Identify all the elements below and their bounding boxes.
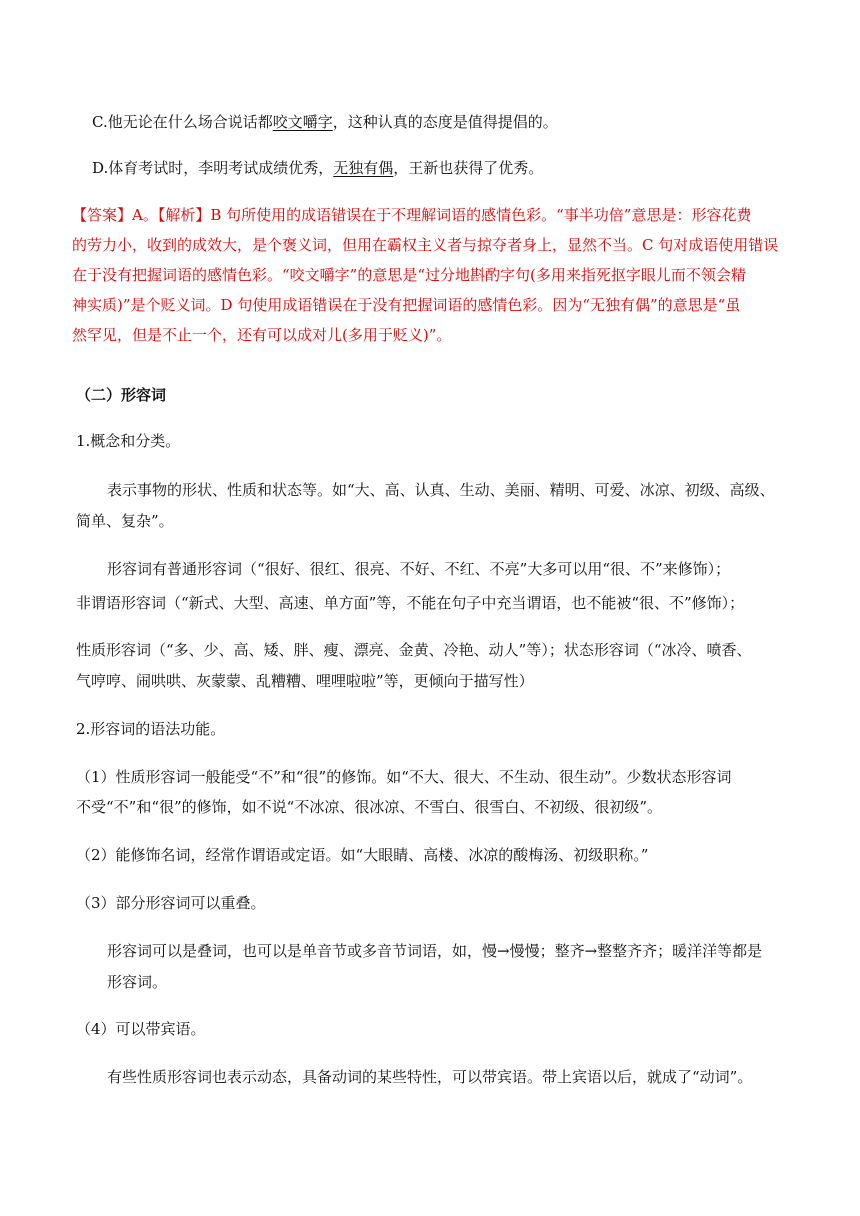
option-d-line [92,161,543,176]
function-3-body-line: 形容词可以是叠词，也可以是单音节或多音节词语，如，慢→慢慢；整齐→整整齐齐；暖洋洋等都是 [107,942,763,960]
option-d-prefix: D.体育考试时，李明考试成绩优秀， [92,159,334,177]
definition-line: 表示事物的形状、性质和状态等。如“大、高、认真、生动、美丽、精明、可爱、冰凉、初级、高级、 [107,481,775,499]
classification-line: 形容词有普通形容词（“很好、很红、很亮、不好、不红、不亮”大多可以用“很、不”来修饰）； [107,560,731,578]
option-c-prefix: C.他无论在什么场合说话都 [92,113,273,131]
function-2: （2）能修饰名词，经常作谓语或定语。如“大眼睛、高楼、冰凉的酸梅汤、初级职称。” [76,846,649,864]
function-3: （3）部分形容词可以重叠。 [76,894,266,912]
answer-line: 然罕见，但是不止一个，还有可以成对儿(多用于贬义)”。 [72,326,452,344]
item2-heading: 2.形容词的语法功能。 [76,720,226,738]
function-4: （4）可以带宾语。 [76,1020,206,1038]
classification-line: 气哼哼、闹哄哄、灰蒙蒙、乱糟糟、哩哩啦啦”等，更倾向于描写性） [76,672,534,690]
function-4-body: 有些性质形容词也表示动态，具备动词的某些特性，可以带宾语。带上宾语以后，就成了“动词”。 [107,1068,753,1086]
item1-heading: 1.概念和分类。 [76,432,181,450]
function-3-body-line: 形容词。 [107,973,168,991]
option-d-suffix: ，王新也获得了优秀。 [393,159,544,177]
section-title: （二）形容词 [76,386,167,404]
answer-line: 在于没有把握词语的感情色彩。“咬文嚼字”的意思是“过分地斟酌字句(多用来指死抠字眼儿而不领会精 [72,266,746,284]
function-1-line: 不受“不”和“很”的修饰，如不说“不冰凉、很冰凉、不雪白、很雪白、不初级、很初级”。 [76,798,663,816]
classification-line: 非谓语形容词（“新式、大型、高速、单方面”等，不能在句子中充当谓语，也不能被“很、不”修饰）； [76,594,745,612]
definition-line: 简单、复杂”。 [76,512,174,530]
function-1-line: （1）性质形容词一般能受“不”和“很”的修饰。如“不大、很大、不生动、很生动”。少数状态形容词 [76,768,732,786]
answer-line: 【答案】A。【解析】B 句所使用的成语错误在于不理解词语的感情色彩。“事半功倍”意思是：形容花费 [72,206,752,224]
option-c-line [92,115,558,130]
classification-line: 性质形容词（“多、少、高、矮、胖、瘦、漂亮、金黄、冷艳、动人”等）；状态形容词（“冰冷、喷香、 [76,641,752,659]
option-c-idiom: 咬文嚼字 [272,113,333,131]
answer-line: 的劳力小，收到的成效大，是个褒义词，但用在霸权主义者与掠夺者身上，显然不当。C 句对成语使用错误 [72,236,779,254]
answer-line: 神实质)”是个贬义词。D 句使用成语错误在于没有把握词语的感情色彩。因为“无独有偶”的意思是“虽 [72,296,741,314]
option-d-idiom: 无独有偶 [333,159,394,177]
option-c-suffix: ，这种认真的态度是值得提倡的。 [332,113,558,131]
